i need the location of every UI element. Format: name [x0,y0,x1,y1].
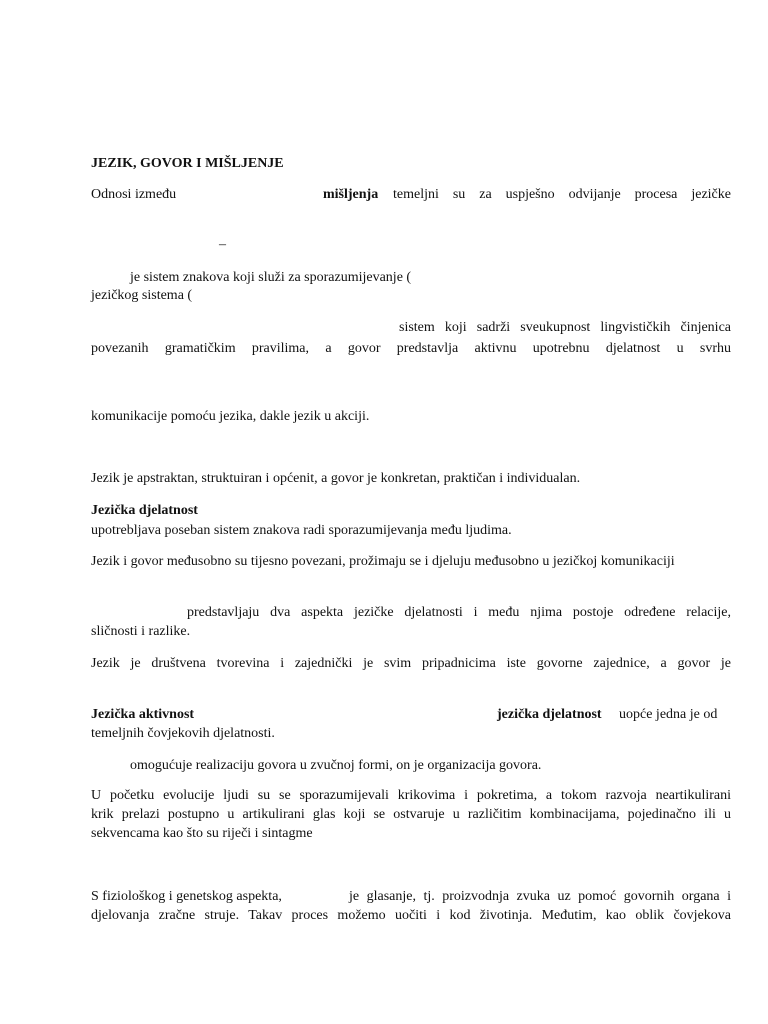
p12-line3: sekvencama kao što su riječi i sintagme [91,826,313,841]
p8-line2: sličnosti i razlike. [91,624,191,639]
p12-line2: krik prelazi postupno u artikulirani glas koji se ostvaruje u različitim kombinacijama, pojedinačno ili u [91,807,731,822]
p4-text: komunikacije pomoću jezika, dakle jezik u akciji. [91,409,370,424]
p13-line2: djelovanja zračne struje. Takav proces možemo uočiti i kod životinja. Međutim, kao oblik čovjekova [91,908,731,923]
p2-line1: je sistem znakova koji služi za sporazumijevanje ( [130,270,412,285]
p2-line2: jezičkog sistema ( [91,288,193,303]
p10-line2: temeljnih čovjekovih djelatnosti. [91,726,275,741]
p10-bold-left: Jezička aktivnost [91,707,195,722]
p7-text: Jezik i govor međusobno su tijesno povezani, prožimaju se i djeluju međusobno u jezičkoj komunikaciji [91,554,675,569]
p3-line1: sistem koji sadrži sveukupnost lingvističkih činjenica [399,320,731,335]
p1-right-text: temeljni su za uspješno odvijanje procesa jezičke [393,187,731,202]
p6-heading: Jezička djelatnost [91,503,198,518]
p5-text: Jezik je apstraktan, struktuiran i općenit, a govor je konkretan, praktičan i individualan. [91,471,581,486]
p1-bold-text: mišljenja [323,187,379,202]
document-title: JEZIK, GOVOR I MIŠLJENJE [91,156,284,171]
p13-left-text: S fiziološkog i genetskog aspekta, [91,889,282,904]
p13-right-text: je glasanje, tj. proizvodnja zvuka uz pomoć govornih organa i [349,889,731,904]
p9-text: Jezik je društvena tvorevina i zajednički je svim pripadnicima iste govorne zajednice, a govor je [91,656,731,671]
p10-bold-right: jezička djelatnost [497,707,602,722]
p10-right-text: uopće jedna je od [619,707,718,722]
p12-line1: U početku evolucije ljudi su se sporazumijevali krikovima i pokretima, a tokom razvoja neartikulirani [91,788,731,803]
p3-line2: povezanih gramatičkim pravilima, a govor predstavlja aktivnu upotrebnu djelatnost u svrhu [91,341,731,356]
p8-line1: predstavljaju dva aspekta jezičke djelatnosti i među njima postoje određene relacije, [187,605,731,620]
dash-text: – [219,237,226,252]
p1-left-text: Odnosi između [91,187,177,202]
p6-line: upotrebljava poseban sistem znakova radi sporazumijevanja među ljudima. [91,523,512,538]
p11-text: omogućuje realizaciju govora u zvučnoj formi, on je organizacija govora. [130,758,542,773]
